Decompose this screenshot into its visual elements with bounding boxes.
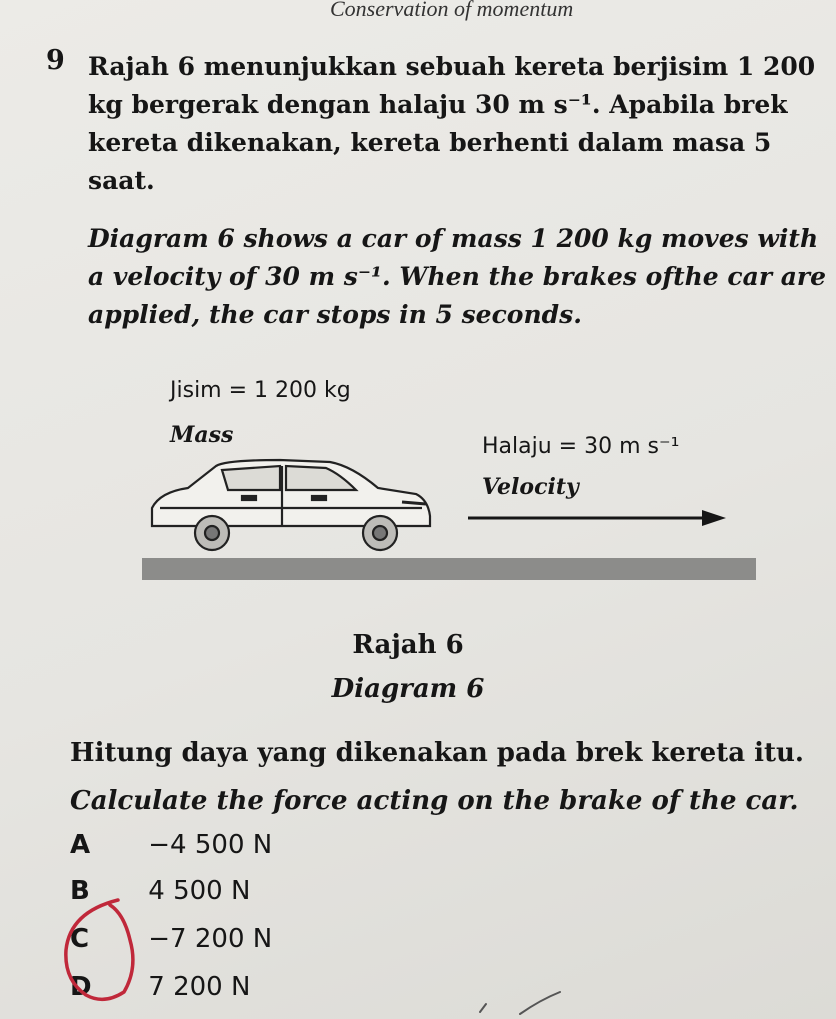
question-number: 9 [46, 45, 65, 76]
option-letter: B [70, 876, 90, 906]
option-letter: A [70, 830, 91, 860]
option-a[interactable] [70, 830, 272, 870]
car-diagram [130, 370, 770, 600]
option-value: −7 200 N [148, 924, 273, 954]
option-b[interactable] [70, 876, 250, 916]
section-header: Conservation of momentum [330, 0, 574, 21]
option-c[interactable] [70, 924, 272, 964]
velocity-label-malay: Halaju = 30 m s⁻¹ [482, 434, 680, 459]
option-value: 7 200 N [148, 972, 251, 1002]
option-letter: C [70, 924, 90, 954]
velocity-label-english: Velocity [482, 474, 579, 500]
option-d[interactable] [70, 972, 250, 1012]
question-text-malay: Rajah 6 menunjukkan sebuah kereta berjisim 1 200 kg bergerak dengan halaju 30 m s⁻¹. Apabila brek kereta dikenakan, kereta berhenti dalam masa 5 saat. [88, 52, 816, 195]
diagram-caption-english: Diagram 6 [331, 674, 485, 704]
option-letter: D [70, 972, 92, 1002]
diagram-caption-malay: Rajah 6 [352, 630, 464, 660]
option-value: 4 500 N [148, 876, 251, 906]
prompt-english: Calculate the force acting on the brake of the car. [70, 786, 799, 816]
option-value: −4 500 N [148, 830, 273, 860]
prompt-malay: Hitung daya yang dikenakan pada brek kereta itu. [70, 738, 804, 768]
car-drawing [130, 370, 770, 600]
mass-label-english: Mass [170, 422, 234, 448]
velocity-arrow-icon [468, 510, 726, 526]
road-surface [142, 558, 756, 580]
question-text-english: Diagram 6 shows a car of mass 1 200 kg moves with a velocity of 30 m s⁻¹. When the brakes ofthe car are applied, the car stops in 5 seconds. [88, 224, 826, 329]
car-icon [152, 460, 430, 550]
mass-label-malay: Jisim = 1 200 kg [170, 378, 351, 403]
